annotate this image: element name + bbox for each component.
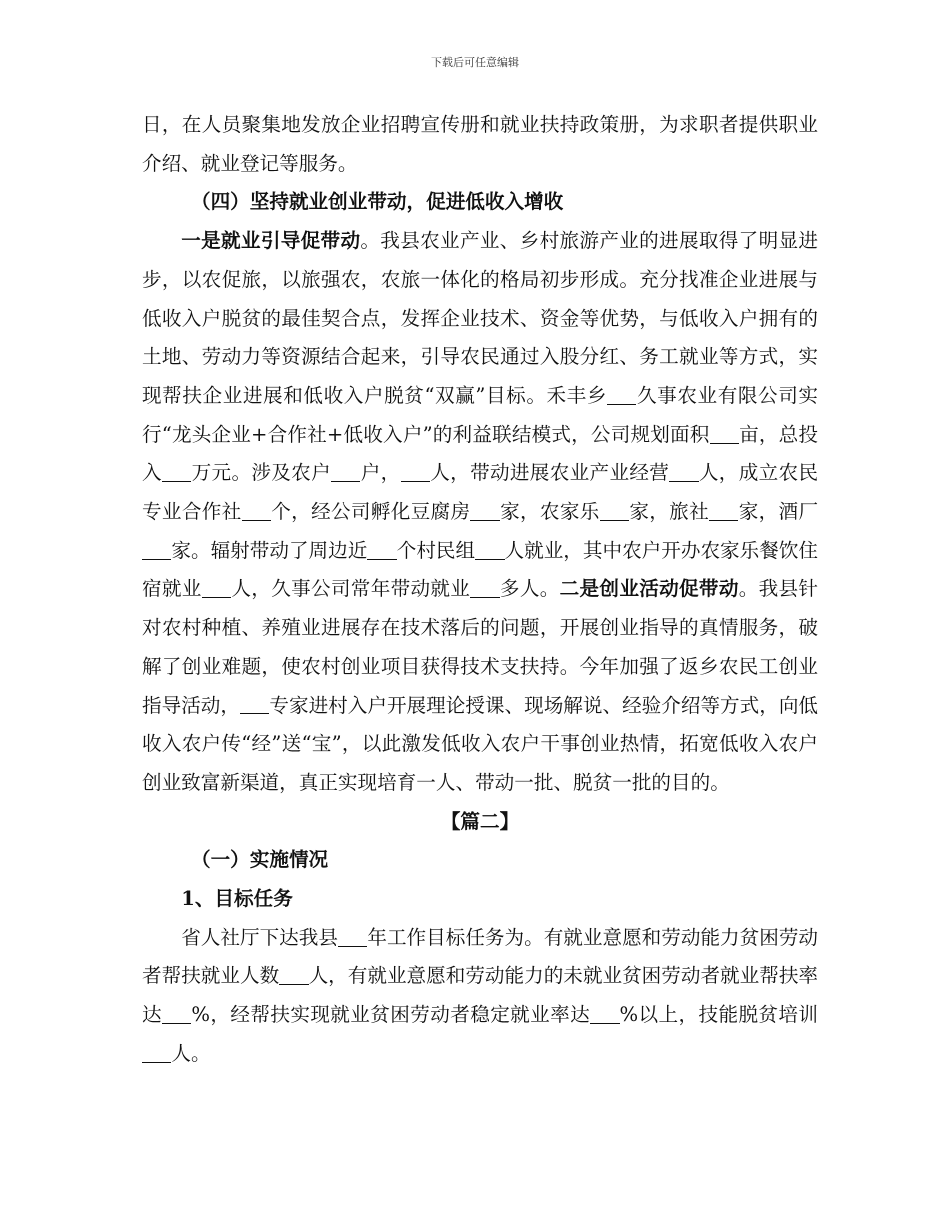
paragraph-text: 户， [360,461,401,485]
blank-field [142,1042,171,1063]
blank-field [590,1004,619,1025]
blank-field [162,1004,191,1025]
blank-field [710,423,739,444]
blank-field [142,539,171,560]
paragraph-text: 多人。 [499,577,560,601]
blank-field [401,462,430,483]
heading-target-tasks: 1、目标任务 [181,887,293,911]
paragraph-text: 省人社厅下达我县 [181,925,338,949]
paragraph-text: 日，在人员聚集地发放企业招聘宣传册和就业扶持政策册，为求职者提供职业介绍、就业登记等服务。 [142,113,818,175]
paragraph-text: 人，成立农民专业合作社 [142,461,819,524]
section-title: 【篇二】 [440,809,520,833]
blank-field [600,500,629,521]
blank-field [669,462,698,483]
blank-field [338,926,367,947]
lead-phrase: 二是创业活动促带动 [559,577,739,601]
paragraph-text: 。我县针对农村种植、养殖业进展存在技术落后的问题，开展创业指导的真情服务，破解了创业难题，使农村创业项目获得技术支扶持。今年加强了返乡农民工创业指导活动， [142,577,819,717]
blank-field [162,462,191,483]
paragraph-employment [142,222,818,803]
paragraph-text: 人，有就业意愿和劳动能力的未就业贫困劳动者就业帮扶率达 [142,964,819,1027]
paragraph-text: 人就业，其中农户开办农家乐餐饮住宿就业 [142,538,819,601]
blank-field [240,694,269,715]
heading-implementation: （一）实施情况 [191,848,329,872]
blank-field [331,462,360,483]
paragraph-text: 个，经公司孵化豆腐房 [270,500,471,524]
lead-phrase: 一是就业引导促带动 [181,229,361,253]
paragraph-text: 久事农业有限公司实行“龙头企业+合作社+低收入户”的利益联结模式，公司规划面积 [142,383,818,446]
paragraph-text: 专家进村入户开展理论授课、现场解说、经验介绍等方式，向低收入农户传“经”送“宝”，以此激发低收入农户干事创业热情，拓宽低收入农户创业致富新渠道，真正实现培育一人、带动一批、脱贫一批的目的。 [142,693,819,794]
paragraph-text: 亩，总投入 [142,422,818,485]
paragraph-text: 。我县农业产业、乡村旅游产业的进展取得了明显进步，以农促旅，以旅强农，农旅一体化的格局初步形成。充分找准企业进展与低收入户脱贫的最佳契合点，发挥企业技术、资金等优势，与低收入户拥有的土地、劳动力等资源结合起来，引导农民通过入股分红、务工就业等方式，实现帮扶企业进展和低收入户脱贫“双赢”目标。禾丰乡 [142,229,819,407]
blank-field [470,578,499,599]
blank-field [367,539,396,560]
paragraph-text: 家，农家乐 [499,500,600,524]
paragraph-continuation [142,106,818,183]
paragraph-text: 家，酒厂 [738,500,819,524]
blank-field [709,500,738,521]
paragraph-text: 人。 [171,1041,211,1065]
blank-field [242,500,271,521]
paragraph-text: 万元。涉及农户 [191,461,332,485]
blank-field [607,384,636,405]
paragraph-text: 家。辐射带动了周边近 [171,538,368,562]
blank-field [470,500,499,521]
paragraph-text: 人，久事公司常年带动就业 [231,577,471,601]
paragraph-targets [142,919,818,1074]
blank-field [279,965,308,986]
blank-field [475,539,504,560]
paragraph-text: 个村民组 [396,538,476,562]
paragraph-text: %，经帮扶实现就业贫困劳动者稳定就业率达 [191,1003,591,1027]
paragraph-text: 人，带动进展农业产业经营 [429,461,670,485]
document-body [142,106,818,1074]
blank-field [202,578,231,599]
paragraph-text: 年工作目标任务为。有就业意愿和劳动能力贫困劳动者帮扶就业人数 [142,925,819,988]
page-header: 下载后可任意编辑 [431,56,519,69]
paragraph-text: %以上，技能脱贫培训 [619,1003,819,1027]
paragraph-text: 家，旅社 [629,500,709,524]
heading-section-four: （四）坚持就业创业带动，促进低收入增收 [191,190,564,214]
